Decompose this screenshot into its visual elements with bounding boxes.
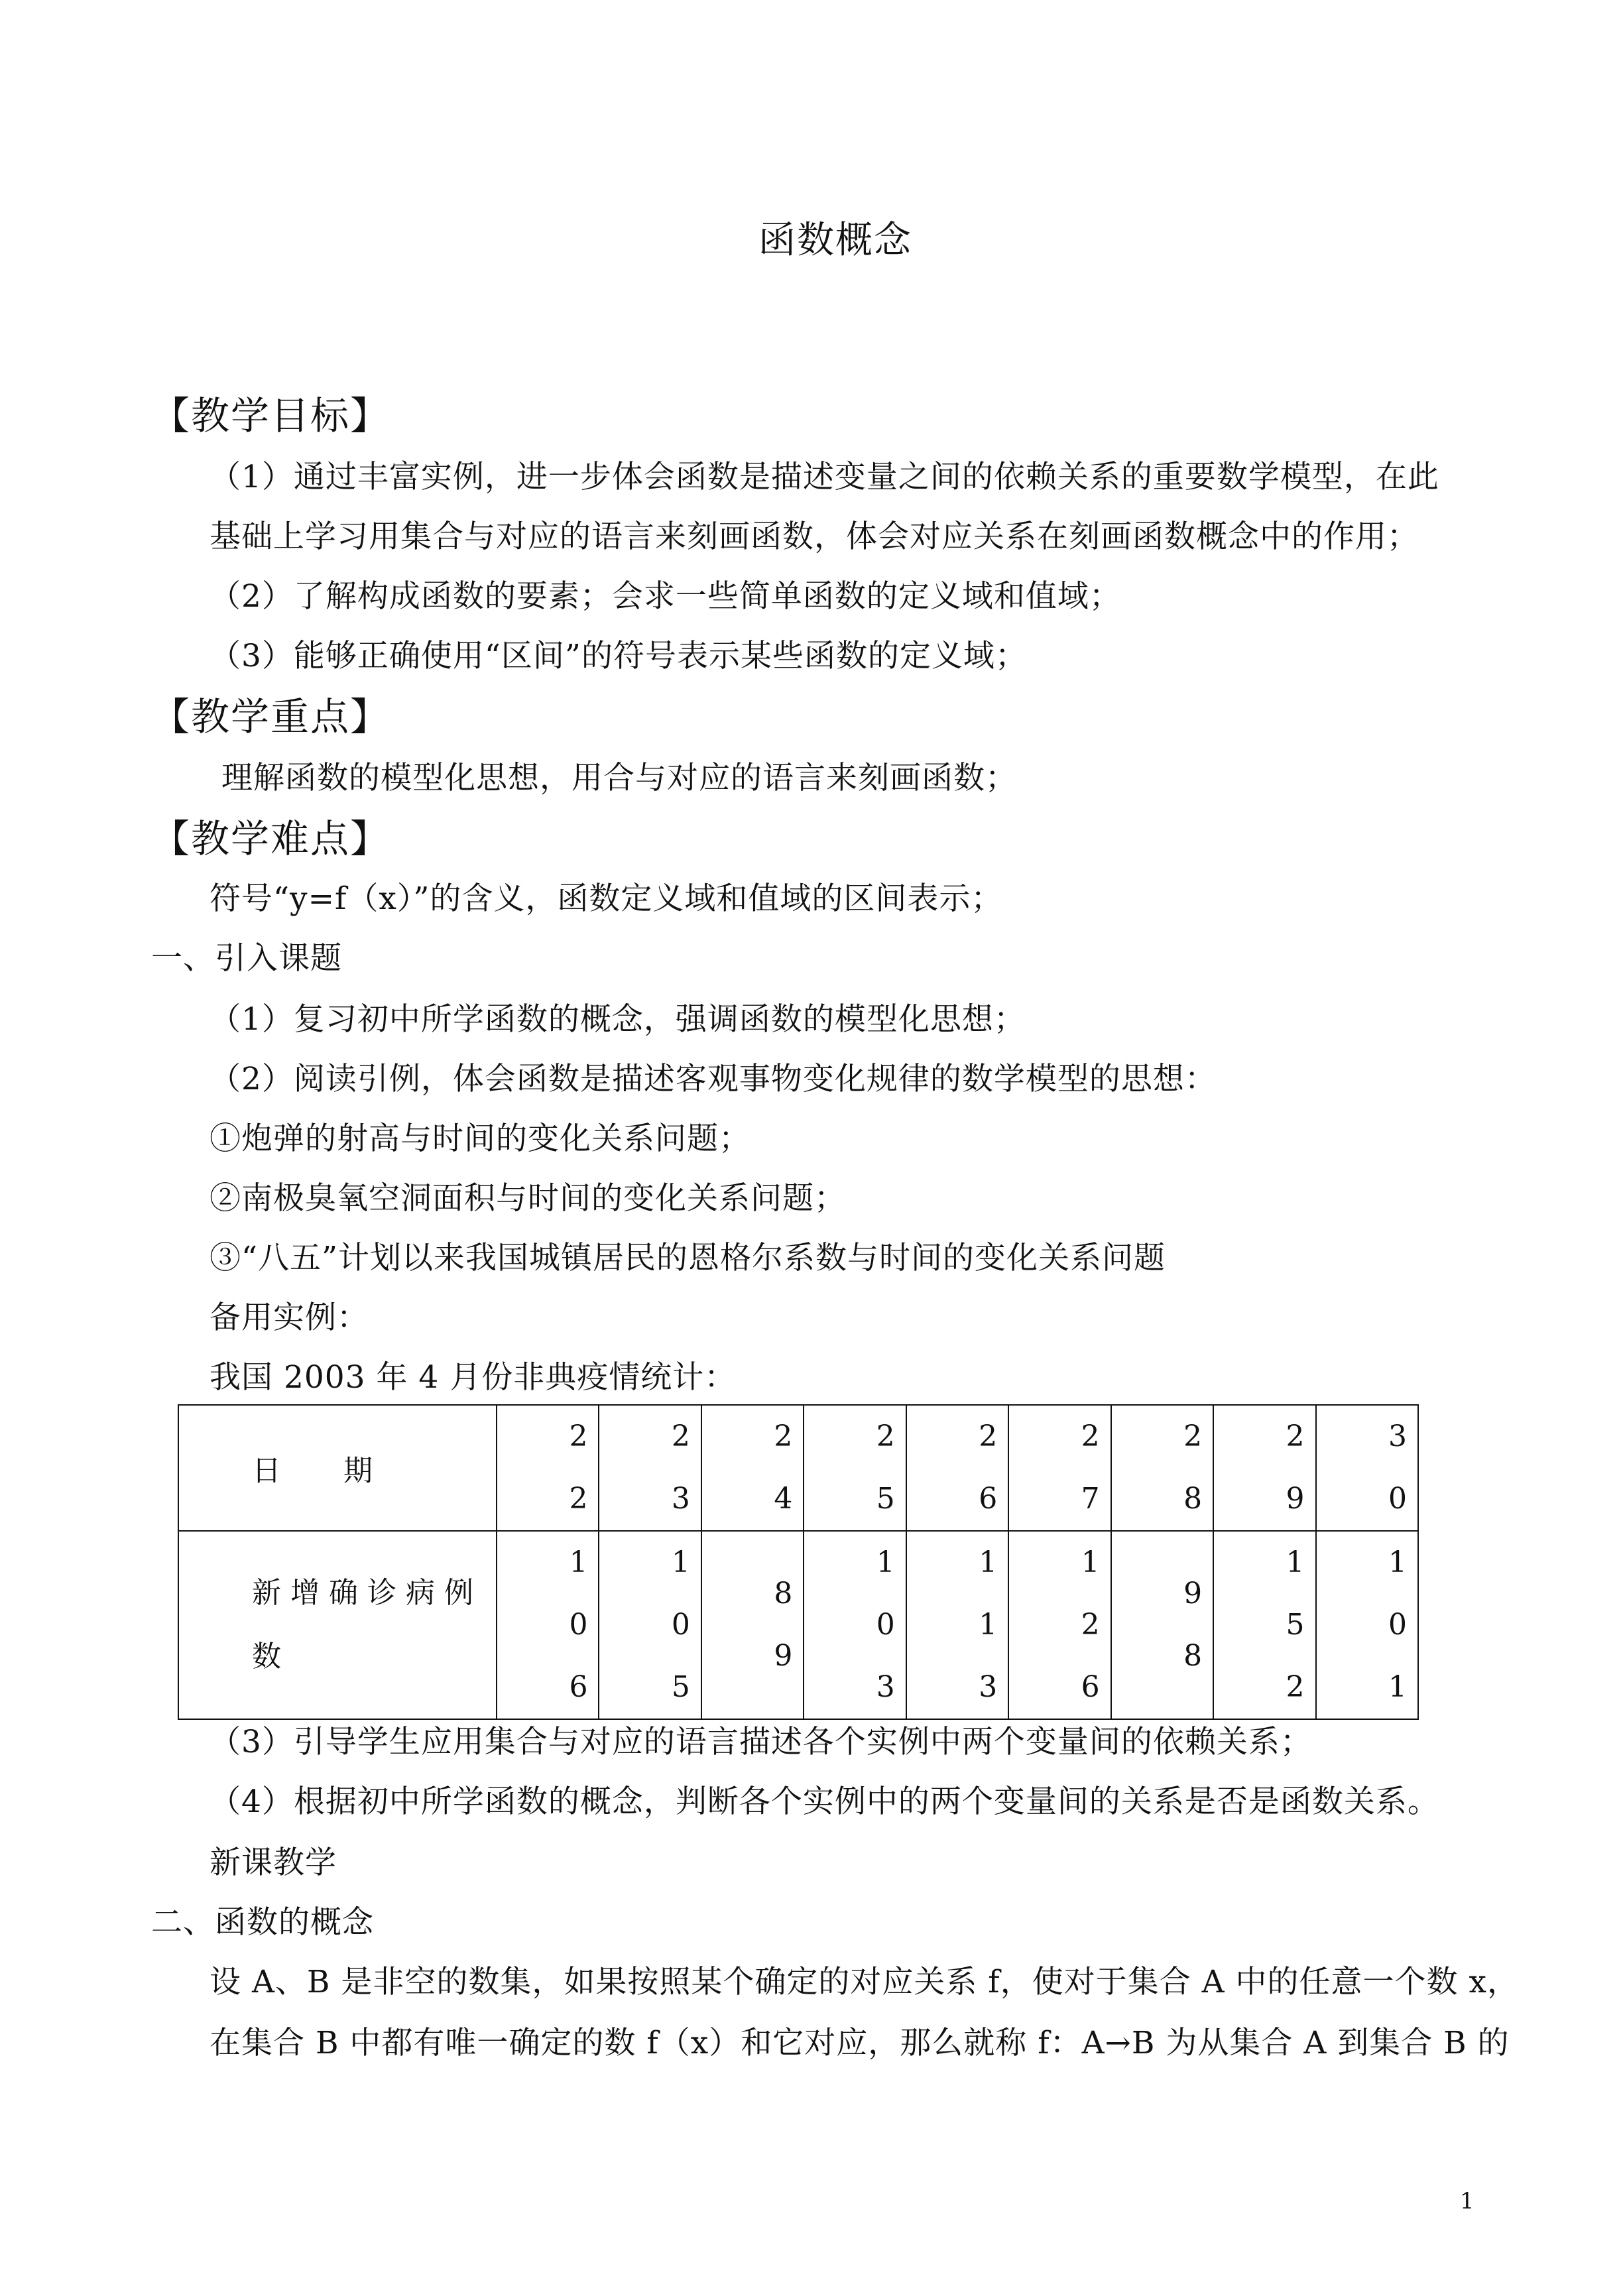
cases-value [497,1532,598,1719]
digit: 2 [569,1420,588,1453]
cases-cell [1316,1531,1419,1719]
digit: 2 [979,1420,998,1453]
goals-paragraph-1b: 基础上学习用集合与对应的语言来刻画函数，体会对应关系在刻画函数概念中的作用； [210,518,1419,555]
date-cell [497,1405,599,1531]
date-cell [1213,1405,1315,1531]
goals-paragraph-1a: （1）通过丰富实例，进一步体会函数是描述变量之间的依赖关系的重要数学模型，在此 [210,459,1439,495]
cases-cell [497,1531,599,1719]
digit: 2 [1081,1608,1100,1642]
table-header-new-cases: 新增确诊病例数 [178,1531,497,1719]
table-row-cases [178,1531,1418,1719]
digit: 0 [569,1608,588,1642]
date-value [702,1406,803,1530]
date-cell [599,1405,701,1531]
digit: 2 [671,1420,690,1453]
cases-value [1112,1532,1213,1719]
intro-example-2: ②南极臭氧空洞面积与时间的变化关系问题； [210,1180,846,1217]
date-cell [906,1405,1008,1531]
digit: 2 [1286,1420,1305,1453]
page-number: 1 [1460,2188,1474,2214]
cases-cell [804,1531,906,1719]
digit: 2 [1183,1420,1203,1453]
cases-value [702,1532,803,1719]
digit: 2 [1286,1670,1305,1704]
date-value [497,1406,598,1530]
sars-stats-table [178,1404,1419,1720]
cases-cell [1008,1531,1111,1719]
date-value [804,1406,905,1530]
digit: 1 [1081,1545,1100,1579]
table-header-date: 日 期 [178,1405,497,1531]
digit: 7 [1081,1482,1100,1516]
stats-caption: 我国 2003 年 4 月份非典疫情统计： [210,1359,737,1396]
date-cell [1316,1405,1419,1531]
digit: 2 [876,1420,895,1453]
cases-value [1214,1532,1315,1719]
digit: 9 [1183,1577,1203,1610]
intro-paragraph-2: （2）阅读引例，体会函数是描述客观事物变化规律的数学模型的思想： [210,1061,1217,1097]
date-value [1112,1406,1213,1530]
concept-paragraph-1a: 设 A、B 是非空的数集，如果按照某个确定的对应关系 f，使对于集合 A 中的任意一个数 x， [210,1964,1519,2000]
digit: 3 [979,1670,998,1704]
cases-cell [1111,1531,1213,1719]
date-value [1009,1406,1110,1530]
digit: 1 [1388,1670,1407,1704]
digit: 9 [1286,1482,1305,1516]
digit: 3 [671,1482,690,1516]
concept-paragraph-1b: 在集合 B 中都有唯一确定的数 f（x）和它对应，那么就称 f：A→B 为从集合 A 到集合 B 的 [210,2025,1510,2061]
goals-paragraph-2: （2）了解构成函数的要素；会求一些简单函数的定义域和值域； [210,578,1121,615]
cases-value [907,1532,1008,1719]
digit: 6 [569,1670,588,1704]
section-heading-intro: 一、引入课题 [151,940,342,977]
digit: 1 [979,1545,998,1579]
digit: 1 [569,1545,588,1579]
digit: 0 [1388,1482,1407,1516]
cases-cell [906,1531,1008,1719]
digit: 1 [876,1545,895,1579]
goals-paragraph-3: （3）能够正确使用“区间”的符号表示某些函数的定义域； [210,638,1027,674]
date-value [1317,1406,1418,1530]
intro-paragraph-1: （1）复习初中所学函数的概念，强调函数的模型化思想； [210,1001,1026,1038]
intro-example-3: ③“八五”计划以来我国城镇居民的恩格尔系数与时间的变化关系问题 [210,1240,1166,1276]
digit: 5 [1286,1608,1305,1642]
digit: 2 [569,1482,588,1516]
digit: 9 [774,1639,793,1673]
date-cell [1008,1405,1111,1531]
date-value [1214,1406,1315,1530]
digit: 4 [774,1482,793,1516]
digit: 3 [876,1670,895,1704]
date-cell [1111,1405,1213,1531]
difficult-paragraph: 符号“y=f（x）”的含义，函数定义域和值域的区间表示； [210,880,1003,917]
section-heading-concept: 二、函数的概念 [151,1904,374,1941]
page-title: 函数概念 [758,219,912,262]
digit: 5 [671,1670,690,1704]
cases-value [804,1532,905,1719]
backup-examples-label: 备用实例： [210,1299,369,1336]
digit: 1 [979,1608,998,1642]
cases-cell [599,1531,701,1719]
date-cell [701,1405,804,1531]
date-value [907,1406,1008,1530]
intro-paragraph-3: （3）引导学生应用集合与对应的语言描述各个实例中两个变量间的依赖关系； [210,1724,1312,1760]
digit: 0 [876,1608,895,1642]
cases-value [599,1532,700,1719]
digit: 0 [671,1608,690,1642]
digit: 6 [979,1482,998,1516]
digit: 0 [1388,1608,1407,1642]
new-lesson-label: 新课教学 [210,1844,337,1881]
digit: 8 [1183,1482,1203,1516]
section-heading-goals: 【教学目标】 [151,393,391,438]
cases-value [1009,1532,1110,1719]
cases-value [1317,1532,1418,1719]
table-row-dates [178,1405,1418,1531]
date-cell [804,1405,906,1531]
cases-cell [701,1531,804,1719]
key-paragraph: 理解函数的模型化思想，用合与对应的语言来刻画函数； [221,760,1017,796]
section-heading-difficult: 【教学难点】 [151,816,391,861]
digit: 1 [1388,1545,1407,1579]
intro-paragraph-4: （4）根据初中所学函数的概念，判断各个实例中的两个变量间的关系是否是函数关系。 [210,1783,1439,1820]
date-value [599,1406,700,1530]
digit: 8 [774,1577,793,1610]
section-heading-key: 【教学重点】 [151,694,391,739]
digit: 6 [1081,1670,1100,1704]
digit: 2 [774,1420,793,1453]
digit: 1 [671,1545,690,1579]
digit: 5 [876,1482,895,1516]
digit: 8 [1183,1639,1203,1673]
cases-cell [1213,1531,1315,1719]
intro-example-1: ①炮弹的射高与时间的变化关系问题； [210,1120,751,1157]
digit: 3 [1388,1420,1407,1453]
digit: 2 [1081,1420,1100,1453]
digit: 1 [1286,1545,1305,1579]
